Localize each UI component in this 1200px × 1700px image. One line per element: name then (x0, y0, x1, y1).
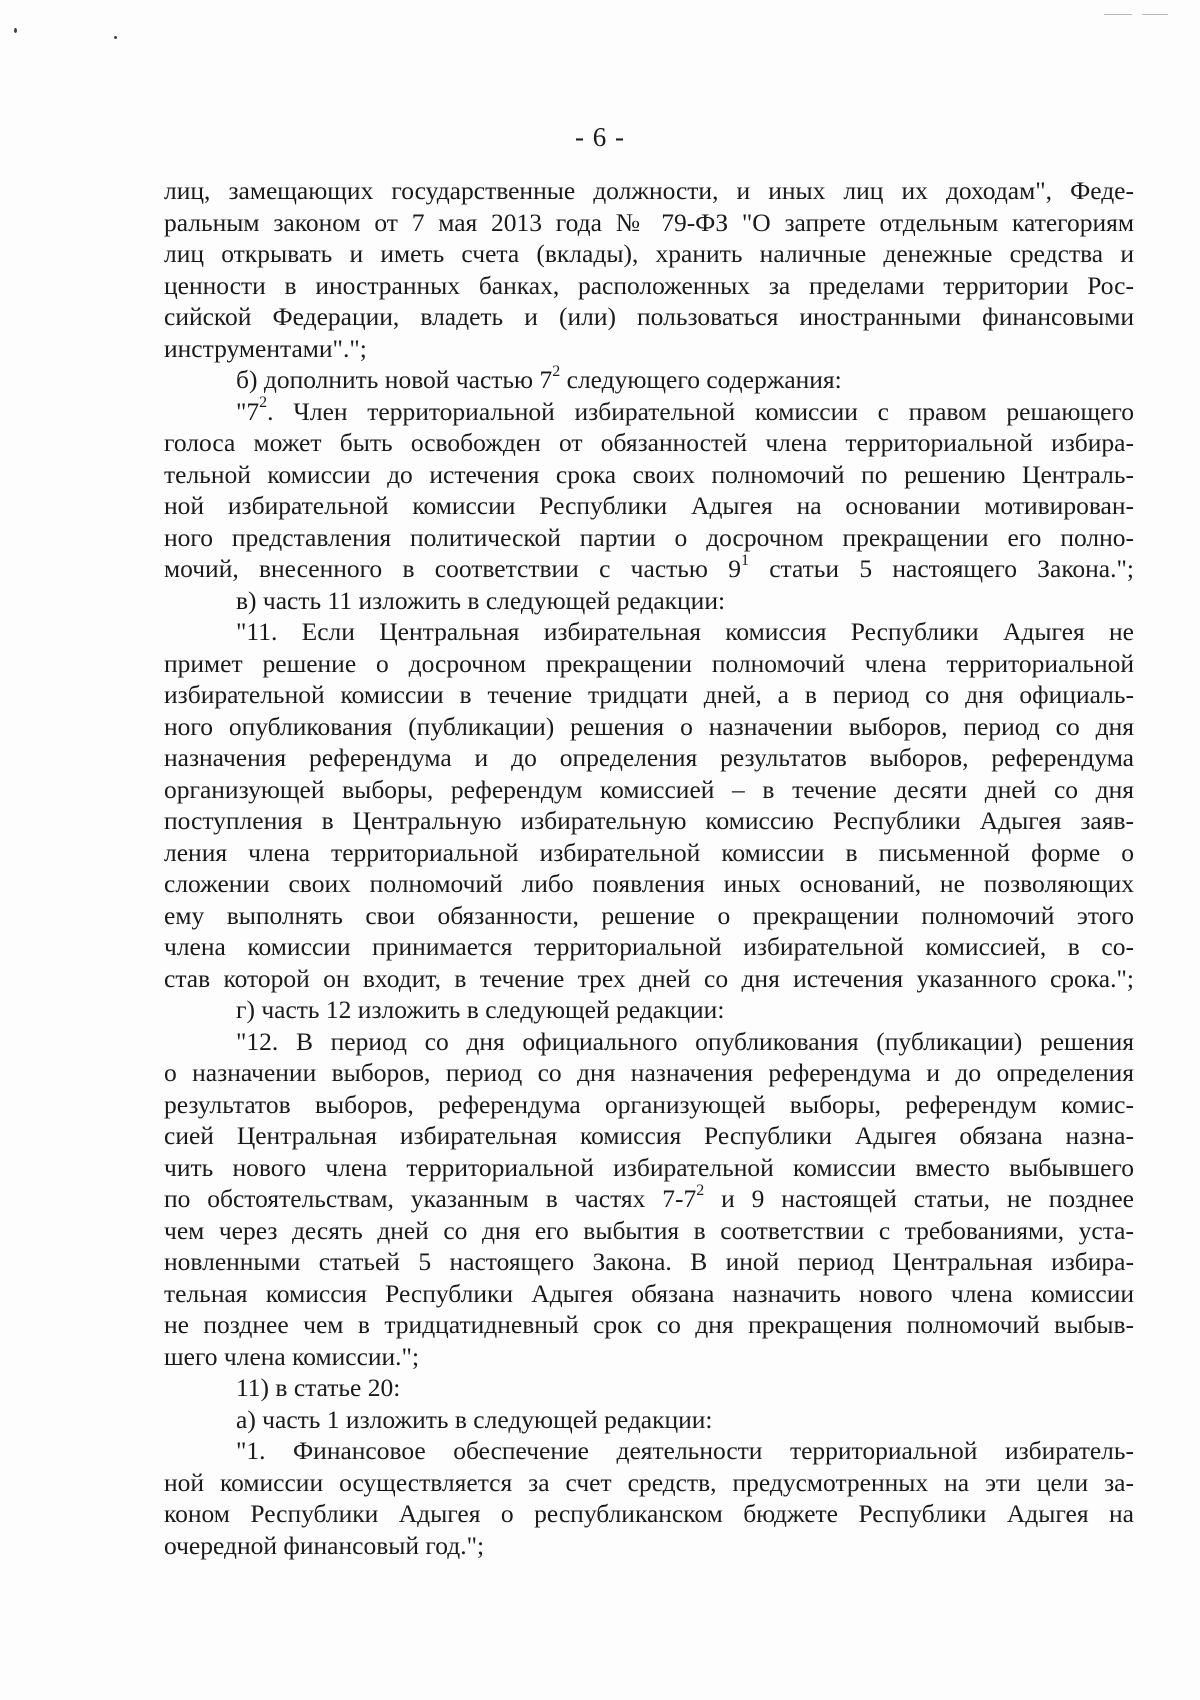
text-line-content: сией Центральная избирательная комиссия Республики Адыгея обязана назна- (164, 1121, 1134, 1150)
text-line (164, 711, 1134, 743)
text-line (164, 931, 1134, 963)
text-line-content: следующего содержания: (560, 365, 842, 394)
text-line (164, 837, 1134, 869)
text-line-content: ральным законом от 7 мая 2013 года № 79-ФЗ "О запрете отдельным категориям (164, 207, 1134, 237)
text-line (164, 1120, 1134, 1152)
text-line-content: о назначении выборов, период со дня назначения референдума и до определения (164, 1058, 1134, 1087)
text-line-content: ного представления политической партии о досрочном прекращении его полно- (164, 522, 1134, 552)
text-line (164, 490, 1134, 522)
text-line-content: г) часть 12 изложить в следующей редакции: (236, 995, 725, 1024)
text-line (164, 207, 1134, 239)
text-line-content: лиц открывать и иметь счета (вклады), хранить наличные денежные средства и (164, 239, 1134, 268)
text-line-content: сийской Федерации, владеть и (или) пользоваться иностранными финансовыми (164, 302, 1134, 331)
text-line-content: ления члена территориальной избирательной комиссии в письменной форме о (164, 837, 1134, 867)
text-line-content: ного опубликования (публикации) решения о назначении выборов, период со дня (164, 711, 1134, 741)
text-line (164, 994, 1134, 1026)
superscript: 2 (696, 1181, 705, 1199)
text-line-content: члена комиссии принимается территориальной избирательной комиссией, в со- (164, 932, 1134, 961)
text-line (164, 301, 1134, 333)
text-line-content: б) дополнить новой частью 7 (236, 365, 553, 394)
text-line (164, 1089, 1134, 1121)
scan-mark (1142, 14, 1168, 15)
text-line (164, 396, 1134, 428)
text-line (164, 963, 1134, 995)
text-line (164, 522, 1134, 554)
text-line (164, 1404, 1134, 1436)
superscript: 1 (740, 551, 749, 569)
text-line (164, 648, 1134, 680)
text-line (164, 1215, 1134, 1247)
text-line (164, 1309, 1134, 1341)
text-line (164, 1026, 1134, 1058)
text-line (164, 364, 1134, 396)
text-line-content: тельной комиссии до истечения срока своих полномочий по решению Централь- (164, 459, 1134, 489)
text-line (164, 333, 1134, 365)
scan-mark (1104, 14, 1132, 15)
text-line (164, 1278, 1134, 1310)
text-line-content: лиц, замещающих государственные должности, и иных лиц их доходам", Феде- (164, 176, 1134, 205)
text-line-content: голоса может быть освобожден от обязанностей члена территориальной избира- (164, 428, 1134, 457)
text-line-content: мочий, внесенного в соответствии с частью 9 (164, 554, 741, 583)
superscript: 2 (259, 394, 268, 411)
text-line (164, 868, 1134, 900)
scan-speck (114, 36, 117, 39)
text-line-content: шего члена комиссии."; (164, 1341, 420, 1371)
text-line (164, 238, 1134, 270)
text-line (164, 1435, 1134, 1467)
scan-speck (14, 28, 17, 33)
text-line-content: по обстоятельствам, указанным в частях 7-7 (164, 1184, 697, 1213)
text-line (164, 1530, 1134, 1562)
page-number: - 6 - (575, 122, 625, 152)
text-line (164, 742, 1134, 774)
text-line (164, 270, 1134, 302)
text-line-content: став которой он входит, в течение трех дней со дня истечения указанного срока."; (164, 963, 1134, 993)
text-line-content: примет решение о досрочном прекращении полномочий члена территориальной (164, 648, 1134, 678)
text-line-content: "1. Финансовое обеспечение деятельности территориальной избиратель- (236, 1436, 1134, 1465)
text-line-content: ной комиссии осуществляется за счет средств, предусмотренных на эти цели за- (164, 1467, 1134, 1497)
text-line-content: чить нового члена территориальной избирательной комиссии вместо выбывшего (164, 1152, 1134, 1182)
text-line (164, 1498, 1134, 1530)
text-line (164, 1467, 1134, 1499)
text-line-content: организующей выборы, референдум комиссией – в течение десяти дней со дня (164, 774, 1134, 804)
text-line-content: . Член территориальной избирательной комиссии с правом решающего (267, 396, 1134, 426)
text-line-content: ценности в иностранных банках, расположенных за пределами территории Рос- (164, 270, 1134, 300)
text-line-content: инструментами"."; (164, 333, 367, 363)
text-line-content: "11. Если Центральная избирательная комиссия Республики Адыгея не (236, 617, 1134, 646)
text-line (164, 1341, 1134, 1373)
superscript: 2 (552, 362, 561, 380)
text-line-content: поступления в Центральную избирательную комиссию Республики Адыгея заяв- (164, 806, 1134, 835)
text-line-content: очередной финансовый год."; (164, 1530, 485, 1560)
text-line (164, 900, 1134, 932)
text-line-content: статьи 5 настоящего Закона."; (748, 554, 1134, 583)
text-line-content: "7 (236, 396, 260, 426)
text-line-content: "12. В период со дня официального опубликования (публикации) решения (236, 1026, 1134, 1056)
text-line (164, 805, 1134, 837)
text-line (164, 459, 1134, 491)
text-line-content: тельная комиссия Республики Адыгея обязана назначить нового члена комиссии (164, 1278, 1134, 1308)
text-line-content: результатов выборов, референдума организующей выборы, референдум комис- (164, 1089, 1134, 1119)
text-line (164, 1057, 1134, 1089)
text-line (164, 774, 1134, 806)
text-line-content: в) часть 11 изложить в следующей редакции: (236, 585, 726, 615)
text-line (164, 1183, 1134, 1215)
text-line-content: и 9 настоящей статьи, не позднее (704, 1184, 1134, 1213)
text-line-content: 11) в статье 20: (236, 1373, 401, 1402)
text-line-content: а) часть 1 изложить в следующей редакции: (236, 1404, 713, 1434)
text-line (164, 1372, 1134, 1404)
text-line-content: ему выполнять свои обязанности, решение о прекращении полномочий этого (164, 900, 1134, 930)
text-line (164, 616, 1134, 648)
text-line-content: новленными статьей 5 настоящего Закона. В иной период Центральная избира- (164, 1247, 1134, 1276)
text-line (164, 1152, 1134, 1184)
text-line (164, 585, 1134, 617)
text-line-content: коном Республики Адыгея о республиканском бюджете Республики Адыгея на (164, 1499, 1134, 1528)
text-line-content: ной избирательной комиссии Республики Адыгея на основании мотивирован- (164, 491, 1134, 520)
text-line-content: сложении своих полномочий либо появления иных оснований, не позволяющих (164, 869, 1134, 898)
text-line-content: назначения референдума и до определения результатов выборов, референдума (164, 743, 1134, 772)
text-line-content: не позднее чем в тридцатидневный срок со дня прекращения полномочий выбыв- (164, 1310, 1134, 1339)
text-line (164, 679, 1134, 711)
text-line (164, 175, 1134, 207)
text-line-content: чем через десять дней со дня его выбытия в соответствии с требованиями, уста- (164, 1215, 1134, 1245)
document-body (164, 175, 1134, 1561)
text-line-content: избирательной комиссии в течение тридцати дней, а в период со дня официаль- (164, 680, 1134, 709)
text-line (164, 1246, 1134, 1278)
text-line (164, 553, 1134, 585)
text-line (164, 427, 1134, 459)
